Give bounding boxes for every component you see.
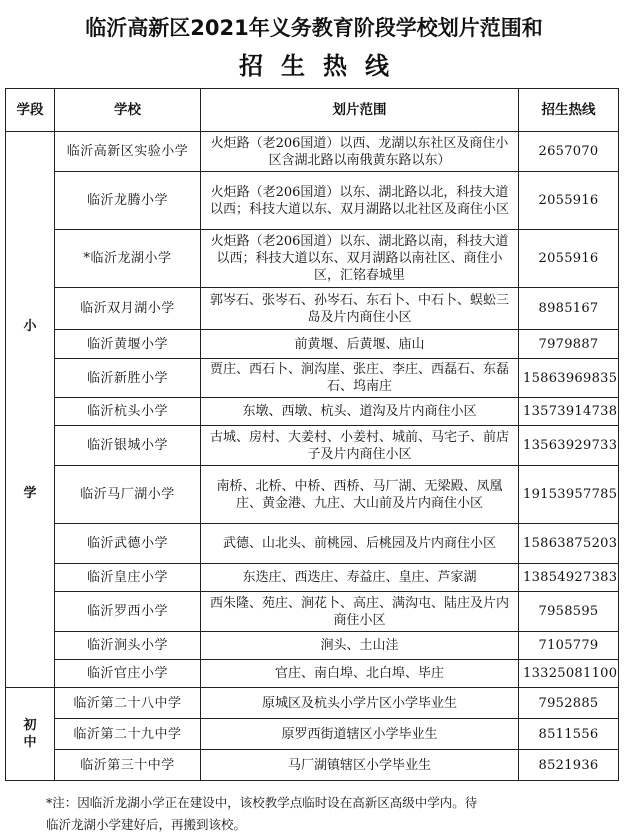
footnote bbox=[46, 792, 610, 836]
zoning-range: 古城、房村、大姜村、小姜村、城前、马宅子、前店子及片内商住小区 bbox=[201, 426, 519, 466]
table-row bbox=[6, 592, 619, 632]
hotline-number: 13854927383 bbox=[519, 564, 619, 592]
hotline-number: 19153957785 bbox=[519, 466, 619, 524]
zoning-range: 原罗西街道辖区小学毕业生 bbox=[201, 719, 519, 750]
zoning-range: 官庄、南白埠、北白埠、毕庄 bbox=[201, 660, 519, 688]
hotline-number: 2657070 bbox=[519, 132, 619, 172]
header-stage: 学段 bbox=[6, 89, 55, 132]
stage-middle-char2: 中 bbox=[23, 735, 37, 750]
school-name: 临沂第三十中学 bbox=[55, 750, 201, 781]
footnote-line2: 临沂龙湖小学建好后，再搬到该校。 bbox=[46, 817, 247, 832]
school-name: 临沂新胜小学 bbox=[55, 359, 201, 398]
school-zoning-table bbox=[5, 88, 619, 781]
zoning-range: 南桥、北桥、中桥、西桥、马厂湖、无梁殿、凤凰庄、黄金港、九庄、大山前及片内商住小区 bbox=[201, 466, 519, 524]
hotline-number: 2055916 bbox=[519, 172, 619, 230]
school-name: 临沂官庄小学 bbox=[55, 660, 201, 688]
hotline-number: 7952885 bbox=[519, 688, 619, 719]
zoning-range: 火炬路（老206国道）以东、湖北路以南，科技大道以西；科技大道以东、双月湖路以南社区、商住小区，汇铭春城里 bbox=[201, 230, 519, 288]
hotline-number: 7958595 bbox=[519, 592, 619, 632]
header-range: 划片范围 bbox=[201, 89, 519, 132]
table-row bbox=[6, 660, 619, 688]
table-row bbox=[6, 330, 619, 359]
zoning-range: 马厂湖镇辖区小学毕业生 bbox=[201, 750, 519, 781]
hotline-number: 15863969835 bbox=[519, 359, 619, 398]
hotline-number: 13563929733 bbox=[519, 426, 619, 466]
school-name: 临沂双月湖小学 bbox=[55, 288, 201, 330]
stage-primary-char1: 小 bbox=[23, 318, 37, 334]
table-row bbox=[6, 524, 619, 564]
zoning-range: 武德、山北头、前桃园、后桃园及片内商住小区 bbox=[201, 524, 519, 564]
table-row bbox=[6, 398, 619, 426]
zoning-range: 涧头、土山洼 bbox=[201, 632, 519, 660]
school-name: 临沂黄堰小学 bbox=[55, 330, 201, 359]
table-row bbox=[6, 688, 619, 719]
table-row bbox=[6, 719, 619, 750]
zoning-range: 西朱隆、苑庄、涧花卜、高庄、满沟屯、陆庄及片内商住小区 bbox=[201, 592, 519, 632]
zoning-range: 东迭庄、西迭庄、寿益庄、皇庄、芦家湖 bbox=[201, 564, 519, 592]
hotline-number: 8521936 bbox=[519, 750, 619, 781]
stage-middle-char1: 初 bbox=[23, 718, 37, 733]
table-row bbox=[6, 750, 619, 781]
header-school: 学校 bbox=[55, 89, 201, 132]
footnote-line1: *注：因临沂龙湖小学正在建设中，该校教学点临时设在高新区高级中学内。待 bbox=[46, 795, 478, 810]
table-row bbox=[6, 359, 619, 398]
document-title-line2: 招生热线 bbox=[239, 52, 407, 80]
hotline-number: 7105779 bbox=[519, 632, 619, 660]
hotline-number: 13325081100 bbox=[519, 660, 619, 688]
stage-primary-char2: 学 bbox=[23, 485, 37, 501]
primary-section bbox=[6, 132, 619, 688]
school-name: 临沂武德小学 bbox=[55, 524, 201, 564]
school-name: 临沂杭头小学 bbox=[55, 398, 201, 426]
middle-school-section bbox=[6, 688, 619, 781]
stage-middle-cell bbox=[6, 688, 55, 781]
hotline-number: 15863875203 bbox=[519, 524, 619, 564]
school-name: 临沂第二十八中学 bbox=[55, 688, 201, 719]
hotline-number: 8511556 bbox=[519, 719, 619, 750]
zoning-range: 前黄堰、后黄堰、庙山 bbox=[201, 330, 519, 359]
table-row bbox=[6, 288, 619, 330]
zoning-range: 东墩、西墩、杭头、道沟及片内商住小区 bbox=[201, 398, 519, 426]
school-name: 临沂涧头小学 bbox=[55, 632, 201, 660]
school-name: 临沂银城小学 bbox=[55, 426, 201, 466]
table-row bbox=[6, 564, 619, 592]
school-name: 临沂第二十九中学 bbox=[55, 719, 201, 750]
school-name: 临沂皇庄小学 bbox=[55, 564, 201, 592]
hotline-number: 2055916 bbox=[519, 230, 619, 288]
zoning-range: 火炬路（老206国道）以东、湖北路以北，科技大道以西；科技大道以东、双月湖路以北社区及商住小区 bbox=[201, 172, 519, 230]
hotline-number: 13573914738 bbox=[519, 398, 619, 426]
table-row bbox=[6, 132, 619, 172]
zoning-range: 郭岑石、张岑石、孙岑石、东石卜、中石卜、蜈蚣三岛及片内商住小区 bbox=[201, 288, 519, 330]
header-hotline: 招生热线 bbox=[519, 89, 619, 132]
document-title-line1: 临沂高新区2021年义务教育阶段学校划片范围和 bbox=[85, 16, 543, 40]
hotline-number: 8985167 bbox=[519, 288, 619, 330]
table-row bbox=[6, 172, 619, 230]
table-row bbox=[6, 466, 619, 524]
school-name: *临沂龙湖小学 bbox=[55, 230, 201, 288]
school-name: 临沂高新区实验小学 bbox=[55, 132, 201, 172]
zoning-range: 火炬路（老206国道）以西、龙湖以东社区及商住小区含湖北路以南俄黄东路以东） bbox=[201, 132, 519, 172]
table-row bbox=[6, 230, 619, 288]
table-row bbox=[6, 426, 619, 466]
school-name: 临沂龙腾小学 bbox=[55, 172, 201, 230]
zoning-range: 贾庄、西石卜、涧沟崖、张庄、李庄、西磊石、东磊石、坞南庄 bbox=[201, 359, 519, 398]
table-row bbox=[6, 632, 619, 660]
zoning-range: 原城区及杭头小学片区小学毕业生 bbox=[201, 688, 519, 719]
stage-primary-cell bbox=[6, 132, 55, 688]
hotline-number: 7979887 bbox=[519, 330, 619, 359]
school-name: 临沂罗西小学 bbox=[55, 592, 201, 632]
table-header-row bbox=[6, 89, 619, 132]
school-name: 临沂马厂湖小学 bbox=[55, 466, 201, 524]
